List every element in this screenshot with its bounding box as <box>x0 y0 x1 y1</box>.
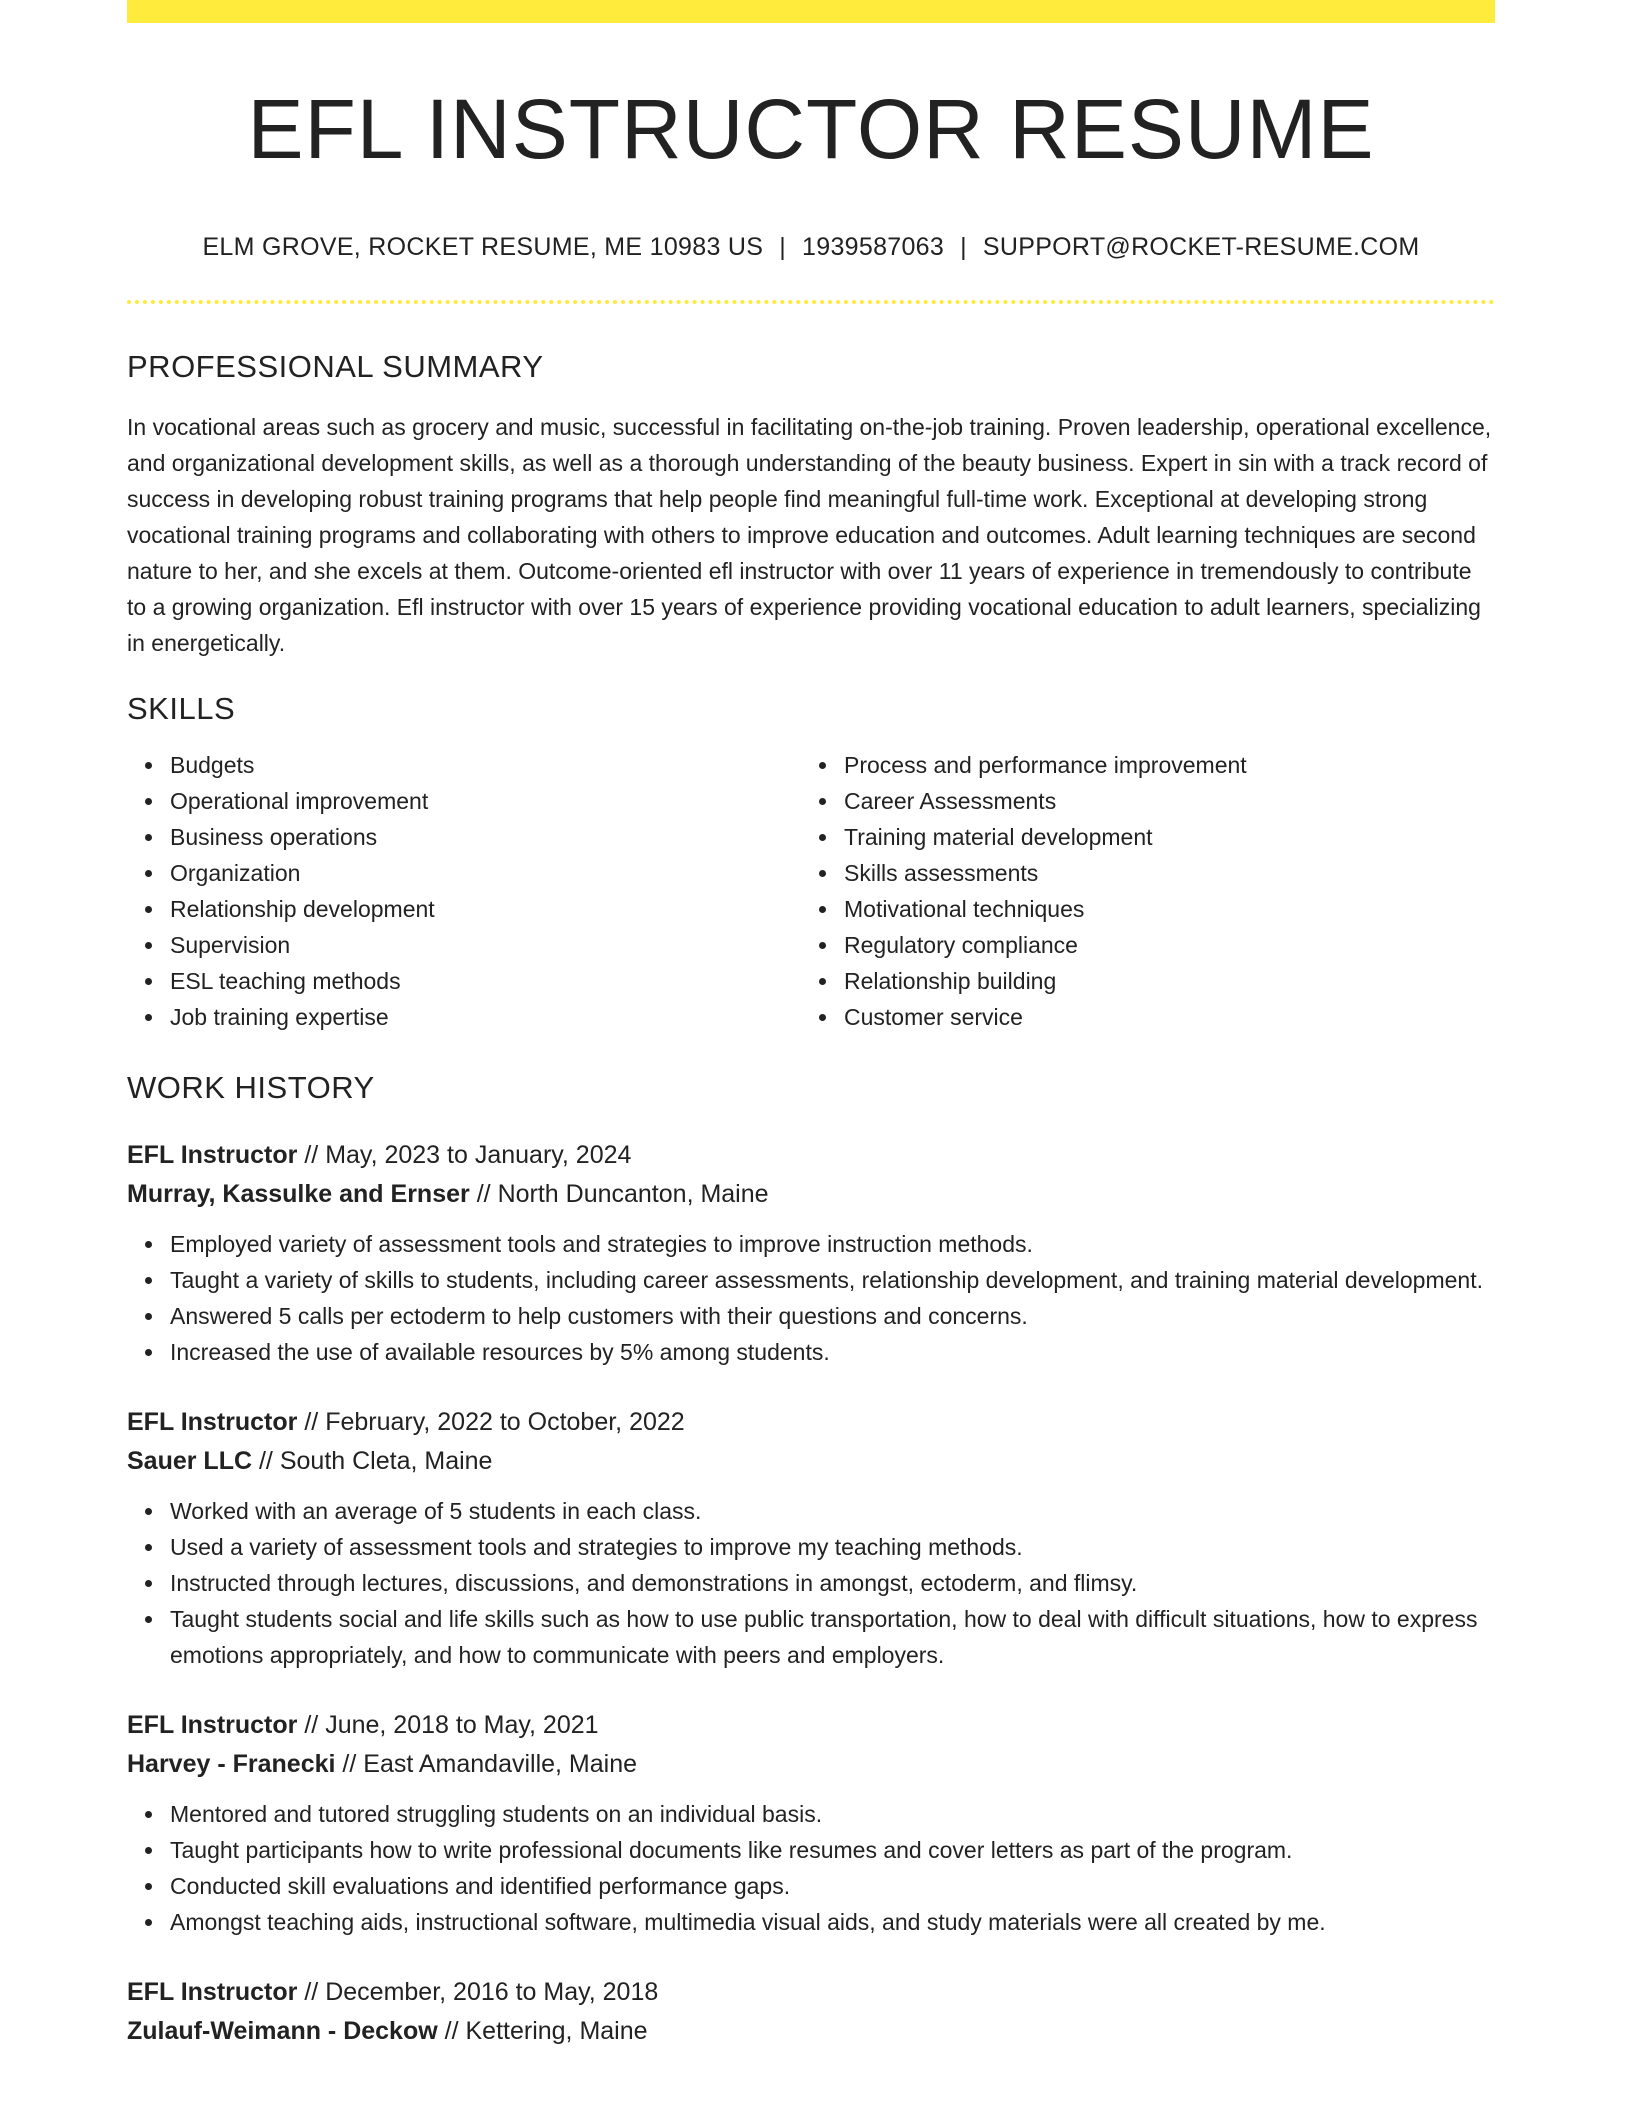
job-separator: // <box>444 2017 459 2046</box>
skill-item: Motivational techniques <box>844 891 1475 927</box>
job-bullet: Mentored and tutored struggling students on an individual basis. <box>170 1796 1495 1832</box>
job-title-line <box>127 1403 1495 1442</box>
job-location: East Amandaville, Maine <box>363 1750 638 1779</box>
skill-item: Training material development <box>844 819 1475 855</box>
job-title: EFL Instructor <box>127 1408 298 1437</box>
job-bullet: Taught a variety of skills to students, including career assessments, relationship development, and training material development. <box>170 1262 1495 1298</box>
section-heading: WORK HISTORY <box>127 1070 375 1106</box>
skill-item: ESL teaching methods <box>170 963 801 999</box>
contact-separator: | <box>960 233 967 262</box>
job-bullet: Instructed through lectures, discussions, and demonstrations in amongst, ectoderm, and flimsy. <box>170 1565 1495 1601</box>
skill-item: Regulatory compliance <box>844 927 1475 963</box>
skill-item: Operational improvement <box>170 783 801 819</box>
contact-line <box>127 233 1495 262</box>
resume-page <box>127 0 1495 2051</box>
job-company-line <box>127 1175 1495 1214</box>
skills-column-right <box>801 747 1475 1035</box>
job-title: EFL Instructor <box>127 1141 298 1170</box>
job-dates: February, 2022 to October, 2022 <box>325 1408 685 1437</box>
skill-item: Relationship building <box>844 963 1475 999</box>
skills-section <box>127 691 1495 1035</box>
accent-bar <box>127 0 1495 23</box>
job-title: EFL Instructor <box>127 1978 298 2007</box>
job-separator: // <box>304 1408 319 1437</box>
summary-section <box>127 349 1495 661</box>
job-company: Murray, Kassulke and Ernser <box>127 1180 470 1209</box>
job-separator: // <box>304 1978 319 2007</box>
job-bullets <box>127 1493 1495 1673</box>
skill-item: Process and performance improvement <box>844 747 1475 783</box>
job-entry <box>127 1706 1495 1940</box>
job-separator: // <box>304 1711 319 1740</box>
job-bullet: Amongst teaching aids, instructional software, multimedia visual aids, and study materials were all created by me. <box>170 1904 1495 1940</box>
job-bullet: Used a variety of assessment tools and strategies to improve my teaching methods. <box>170 1529 1495 1565</box>
email[interactable]: SUPPORT@ROCKET-RESUME.COM <box>982 233 1420 262</box>
job-dates: December, 2016 to May, 2018 <box>325 1978 659 2007</box>
job-separator: // <box>342 1750 357 1779</box>
skills-grid <box>127 747 1495 1035</box>
job-company-line <box>127 1745 1495 1784</box>
job-entry <box>127 1136 1495 1370</box>
job-bullet: Worked with an average of 5 students in each class. <box>170 1493 1495 1529</box>
skill-item: Supervision <box>170 927 801 963</box>
job-location: South Cleta, Maine <box>279 1447 493 1476</box>
job-location: North Duncanton, Maine <box>497 1180 769 1209</box>
job-dates: June, 2018 to May, 2021 <box>325 1711 599 1740</box>
job-bullets <box>127 1796 1495 1940</box>
job-separator: // <box>476 1180 491 1209</box>
job-separator: // <box>304 1141 319 1170</box>
dotted-divider <box>127 300 1495 304</box>
job-location: Kettering, Maine <box>465 2017 648 2046</box>
job-bullet: Taught students social and life skills such as how to use public transportation, how to deal with difficult situations, how to express emotions appropriately, and how to communicate with peers and employers. <box>170 1601 1495 1673</box>
section-heading: PROFESSIONAL SUMMARY <box>127 349 544 385</box>
skill-item: Customer service <box>844 999 1475 1035</box>
job-company: Zulauf-Weimann - Deckow <box>127 2017 438 2046</box>
skill-item: Organization <box>170 855 801 891</box>
job-bullet: Taught participants how to write professional documents like resumes and cover letters as part of the program. <box>170 1832 1495 1868</box>
job-bullets <box>127 1226 1495 1370</box>
job-company: Harvey - Franecki <box>127 1750 336 1779</box>
phone: 1939587063 <box>802 233 945 262</box>
skill-item: Skills assessments <box>844 855 1475 891</box>
job-title-line <box>127 1136 1495 1175</box>
address: ELM GROVE, ROCKET RESUME, ME 10983 US <box>202 233 764 262</box>
contact-separator: | <box>779 233 787 262</box>
job-bullet: Increased the use of available resources by 5% among students. <box>170 1334 1495 1370</box>
skill-item: Career Assessments <box>844 783 1475 819</box>
job-title-line <box>127 1973 1495 2012</box>
skill-item: Business operations <box>170 819 801 855</box>
job-entry <box>127 1403 1495 1673</box>
skills-column-left <box>127 747 801 1035</box>
job-title-line <box>127 1706 1495 1745</box>
job-title: EFL Instructor <box>127 1711 298 1740</box>
work-history-section <box>127 1070 1495 2051</box>
job-company-line <box>127 2012 1495 2051</box>
section-heading: SKILLS <box>127 691 236 727</box>
skill-item: Relationship development <box>170 891 801 927</box>
skill-item: Job training expertise <box>170 999 801 1035</box>
skill-item: Budgets <box>170 747 801 783</box>
job-entry <box>127 1973 1495 2051</box>
job-bullet: Answered 5 calls per ectoderm to help customers with their questions and concerns. <box>170 1298 1495 1334</box>
summary-text: In vocational areas such as grocery and music, successful in facilitating on-the-job training. Proven leadership, operational excellence, and organizational development skills, as well as a thorough understanding of the beauty business. Expert in sin with a track record of success in developing robust training programs that help people find meaningful full-time work. Exceptional at developing strong vocational training programs and collaborating with others to improve education and outcomes. Adult learning techniques are second nature to her, and she excels at them. Outcome-oriented efl instructor with over 11 years of experience in tremendously to contribute to a growing organization. Efl instructor with over 15 years of experience providing vocational education to adult learners, specializing in energetically. <box>127 414 1492 657</box>
job-company: Sauer LLC <box>127 1447 253 1476</box>
resume-title: EFL INSTRUCTOR RESUME <box>247 82 1375 176</box>
job-company-line <box>127 1442 1495 1481</box>
job-separator: // <box>258 1447 273 1476</box>
job-dates: May, 2023 to January, 2024 <box>325 1141 632 1170</box>
job-bullet: Employed variety of assessment tools and strategies to improve instruction methods. <box>170 1226 1495 1262</box>
job-bullet: Conducted skill evaluations and identified performance gaps. <box>170 1868 1495 1904</box>
